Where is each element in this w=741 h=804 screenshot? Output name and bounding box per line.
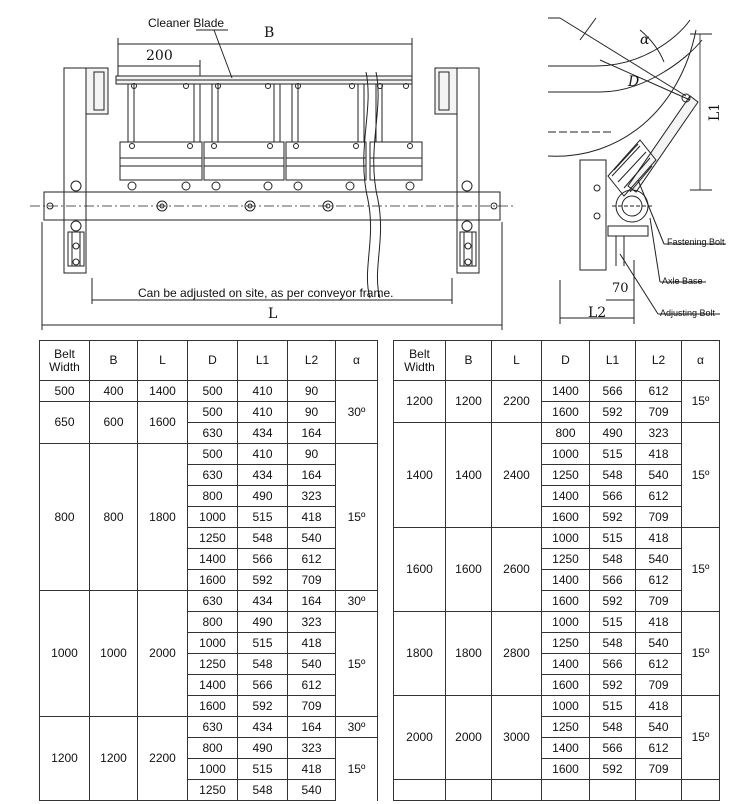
cell-L1: 410 (238, 381, 288, 402)
cell-D: 1400 (542, 654, 590, 675)
cell-L2: 323 (288, 612, 336, 633)
cell-L: 2200 (138, 717, 188, 801)
table-row (394, 381, 720, 402)
label-adjust-note: Can be adjusted on site, as per conveyor frame. (138, 286, 394, 300)
cell-D: 500 (188, 444, 238, 465)
cell-L1: 566 (590, 381, 636, 402)
cell-D: 1250 (542, 465, 590, 486)
cell-L2: 612 (288, 549, 336, 570)
cell-L: 3000 (492, 696, 542, 780)
cell-L1: 490 (238, 612, 288, 633)
cell-L2: 709 (288, 696, 336, 717)
label-cleaner-blade: Cleaner Blade (148, 16, 225, 30)
cell-D: 1000 (542, 696, 590, 717)
cell-alpha: 15º (682, 381, 720, 423)
cell-L2: 540 (288, 528, 336, 549)
blade-module (204, 84, 284, 180)
cell-D: 1400 (542, 738, 590, 759)
cell-L1: 515 (590, 612, 636, 633)
cell-L1: 490 (238, 486, 288, 507)
cell-L2: 709 (636, 402, 682, 423)
cell-L1: 434 (238, 423, 288, 444)
cell-L1: 548 (238, 780, 288, 801)
cell-L1: 548 (238, 528, 288, 549)
cell-L2: 709 (636, 591, 682, 612)
header-L: L (492, 341, 542, 381)
cell-L: 2200 (492, 381, 542, 423)
cell-D: 1000 (542, 612, 590, 633)
label-fastening-bolt: Fastening Bolt (667, 237, 725, 247)
table-row (40, 591, 378, 612)
cell-L1: 548 (238, 654, 288, 675)
cell-B: 400 (90, 381, 138, 402)
header-L: L (138, 341, 188, 381)
table-row (40, 402, 378, 423)
cell-D: 1250 (188, 654, 238, 675)
cell-D: 1000 (188, 633, 238, 654)
table-row (394, 696, 720, 717)
cell-alpha: 15º (336, 738, 378, 801)
cell-L2: 418 (636, 612, 682, 633)
table-row (394, 423, 720, 444)
cell-L: 2400 (492, 423, 542, 528)
cell-belt-width: 1800 (394, 612, 446, 696)
cell-L2: 164 (288, 465, 336, 486)
cell-blank (636, 780, 682, 801)
cell-D: 1600 (188, 696, 238, 717)
label-dim-L: L (268, 306, 278, 322)
right-column-bracket (435, 68, 457, 114)
label-dim-200: 200 (146, 48, 173, 64)
left-column-bracket (86, 68, 108, 114)
cell-L2: 612 (636, 381, 682, 402)
cell-belt-width: 1400 (394, 423, 446, 528)
cell-belt-width: 800 (40, 444, 90, 591)
cell-alpha: 15º (336, 444, 378, 591)
cell-D: 1600 (188, 570, 238, 591)
cell-L1: 515 (238, 633, 288, 654)
cell-D: 1400 (542, 381, 590, 402)
blade-module (286, 84, 366, 180)
cell-B: 1200 (90, 717, 138, 801)
cell-belt-width: 500 (40, 381, 90, 402)
cell-alpha: 15º (682, 423, 720, 528)
header-D: D (542, 341, 590, 381)
cell-L2: 612 (636, 654, 682, 675)
cell-L2: 418 (288, 507, 336, 528)
left-support-column (64, 68, 86, 273)
cell-D: 630 (188, 465, 238, 486)
cell-L2: 612 (636, 738, 682, 759)
cell-L1: 490 (238, 738, 288, 759)
cell-D: 1000 (542, 444, 590, 465)
cell-alpha: 30º (336, 717, 378, 738)
cell-D: 1250 (542, 633, 590, 654)
cell-alpha: 15º (682, 528, 720, 612)
cell-L2: 418 (636, 528, 682, 549)
label-alpha: α (640, 32, 650, 48)
cell-L1: 548 (590, 549, 636, 570)
cell-L2: 418 (636, 444, 682, 465)
label-dim-L1: L1 (707, 102, 724, 122)
label-dim-B: B (264, 25, 275, 41)
cell-L: 1400 (138, 381, 188, 402)
header-belt-width: Belt Width (394, 341, 446, 381)
table-header-row (394, 341, 720, 381)
cell-L1: 410 (238, 444, 288, 465)
cell-belt-width: 2000 (394, 696, 446, 780)
cell-L2: 418 (636, 696, 682, 717)
cell-D: 500 (188, 402, 238, 423)
header-L2: L2 (636, 341, 682, 381)
cell-D: 1400 (542, 570, 590, 591)
header-B: B (446, 341, 492, 381)
cell-L2: 164 (288, 591, 336, 612)
cell-L2: 90 (288, 381, 336, 402)
cell-L2: 540 (288, 780, 336, 801)
cell-L1: 566 (590, 654, 636, 675)
cell-L2: 709 (636, 759, 682, 780)
cell-L1: 566 (590, 738, 636, 759)
cell-L1: 592 (238, 696, 288, 717)
cell-D: 1600 (542, 591, 590, 612)
cell-L2: 540 (636, 465, 682, 486)
cell-L1: 515 (238, 759, 288, 780)
cell-B: 600 (90, 402, 138, 444)
cell-L2: 323 (636, 423, 682, 444)
cell-D: 500 (188, 381, 238, 402)
cell-D: 1250 (188, 528, 238, 549)
cell-alpha: 30º (336, 591, 378, 612)
cell-D: 1250 (542, 717, 590, 738)
spec-table-right (393, 340, 720, 801)
cell-belt-width: 1200 (40, 717, 90, 801)
cell-D: 800 (188, 738, 238, 759)
cell-D: 1000 (188, 507, 238, 528)
cell-L2: 164 (288, 717, 336, 738)
table-row (40, 381, 378, 402)
cell-L1: 592 (590, 759, 636, 780)
cell-blank (492, 780, 542, 801)
cell-L1: 566 (590, 486, 636, 507)
cell-L1: 434 (238, 717, 288, 738)
cell-B: 1000 (90, 591, 138, 717)
label-dim-L2: L2 (588, 305, 607, 321)
cell-belt-width: 650 (40, 402, 90, 444)
cell-D: 1600 (542, 759, 590, 780)
cell-L: 2800 (492, 612, 542, 696)
header-D: D (188, 341, 238, 381)
cell-blank (682, 780, 720, 801)
cell-belt-width: 1600 (394, 528, 446, 612)
cell-L1: 410 (238, 402, 288, 423)
cell-blank (394, 780, 446, 801)
table-row-blank (394, 780, 720, 801)
cell-D: 1250 (542, 549, 590, 570)
cell-L2: 540 (636, 717, 682, 738)
header-L1: L1 (590, 341, 636, 381)
cell-D: 1600 (542, 507, 590, 528)
cell-B: 1600 (446, 528, 492, 612)
cell-L2: 709 (288, 570, 336, 591)
cell-L1: 566 (238, 675, 288, 696)
cell-L2: 418 (288, 759, 336, 780)
header-L1: L1 (238, 341, 288, 381)
spec-table-left (39, 340, 378, 801)
cell-L1: 592 (590, 675, 636, 696)
header-B: B (90, 341, 138, 381)
cell-L1: 592 (238, 570, 288, 591)
cell-L1: 592 (590, 402, 636, 423)
cell-L1: 566 (590, 570, 636, 591)
cell-L: 1800 (138, 444, 188, 591)
header-belt-width: Belt Width (40, 341, 90, 381)
cell-B: 1200 (446, 381, 492, 423)
cell-D: 1400 (542, 486, 590, 507)
cell-L2: 540 (636, 549, 682, 570)
cell-B: 1400 (446, 423, 492, 528)
cell-L: 2000 (138, 591, 188, 717)
cell-L: 2600 (492, 528, 542, 612)
cell-L2: 540 (636, 633, 682, 654)
cell-alpha: 15º (336, 612, 378, 717)
header-alpha: α (336, 341, 378, 381)
cell-L2: 709 (636, 675, 682, 696)
cell-D: 800 (188, 486, 238, 507)
cell-L1: 434 (238, 591, 288, 612)
cell-D: 1600 (542, 675, 590, 696)
cell-B: 800 (90, 444, 138, 591)
cell-L2: 164 (288, 423, 336, 444)
cell-L2: 612 (636, 570, 682, 591)
cell-D: 1250 (188, 780, 238, 801)
cell-L2: 612 (288, 675, 336, 696)
cell-blank (542, 780, 590, 801)
cell-D: 630 (188, 591, 238, 612)
table-row (40, 444, 378, 465)
cell-B: 2000 (446, 696, 492, 780)
cell-D: 1000 (188, 759, 238, 780)
cell-L1: 592 (590, 507, 636, 528)
cell-L1: 592 (590, 591, 636, 612)
table-row (394, 528, 720, 549)
cell-belt-width: 1000 (40, 591, 90, 717)
cell-D: 1400 (188, 675, 238, 696)
table-row (40, 717, 378, 738)
cell-L: 1600 (138, 402, 188, 444)
cell-B: 1800 (446, 612, 492, 696)
cell-L2: 90 (288, 402, 336, 423)
cell-D: 800 (188, 612, 238, 633)
cell-D: 630 (188, 423, 238, 444)
cell-D: 1600 (542, 402, 590, 423)
table-header-row (40, 341, 378, 381)
cell-D: 1400 (188, 549, 238, 570)
cell-alpha: 15º (682, 696, 720, 780)
label-adjusting-bolt: Adjusting Bolt (660, 308, 716, 318)
cell-D: 1000 (542, 528, 590, 549)
cell-alpha: 30º (336, 381, 378, 444)
cell-L1: 515 (590, 528, 636, 549)
cell-D: 800 (542, 423, 590, 444)
cell-L1: 566 (238, 549, 288, 570)
cell-D: 630 (188, 717, 238, 738)
cell-L2: 612 (636, 486, 682, 507)
cell-L2: 709 (636, 507, 682, 528)
cell-L2: 540 (288, 654, 336, 675)
cell-L2: 418 (288, 633, 336, 654)
cell-L1: 490 (590, 423, 636, 444)
cell-L1: 515 (590, 444, 636, 465)
cell-L1: 515 (238, 507, 288, 528)
label-axle-base: Axle Base (662, 276, 703, 286)
cell-L1: 548 (590, 465, 636, 486)
header-alpha: α (682, 341, 720, 381)
label-dim-70: 70 (612, 281, 629, 296)
cell-blank (446, 780, 492, 801)
cell-L1: 434 (238, 465, 288, 486)
header-L2: L2 (288, 341, 336, 381)
cell-L1: 515 (590, 696, 636, 717)
cell-alpha: 15º (682, 612, 720, 696)
cell-L2: 90 (288, 444, 336, 465)
cell-L2: 323 (288, 738, 336, 759)
label-dim-D: D (628, 74, 640, 90)
cell-L1: 548 (590, 717, 636, 738)
cell-L1: 548 (590, 633, 636, 654)
blade-module (120, 84, 202, 180)
table-row (394, 612, 720, 633)
cell-belt-width: 1200 (394, 381, 446, 423)
cell-L2: 323 (288, 486, 336, 507)
cell-blank (590, 780, 636, 801)
